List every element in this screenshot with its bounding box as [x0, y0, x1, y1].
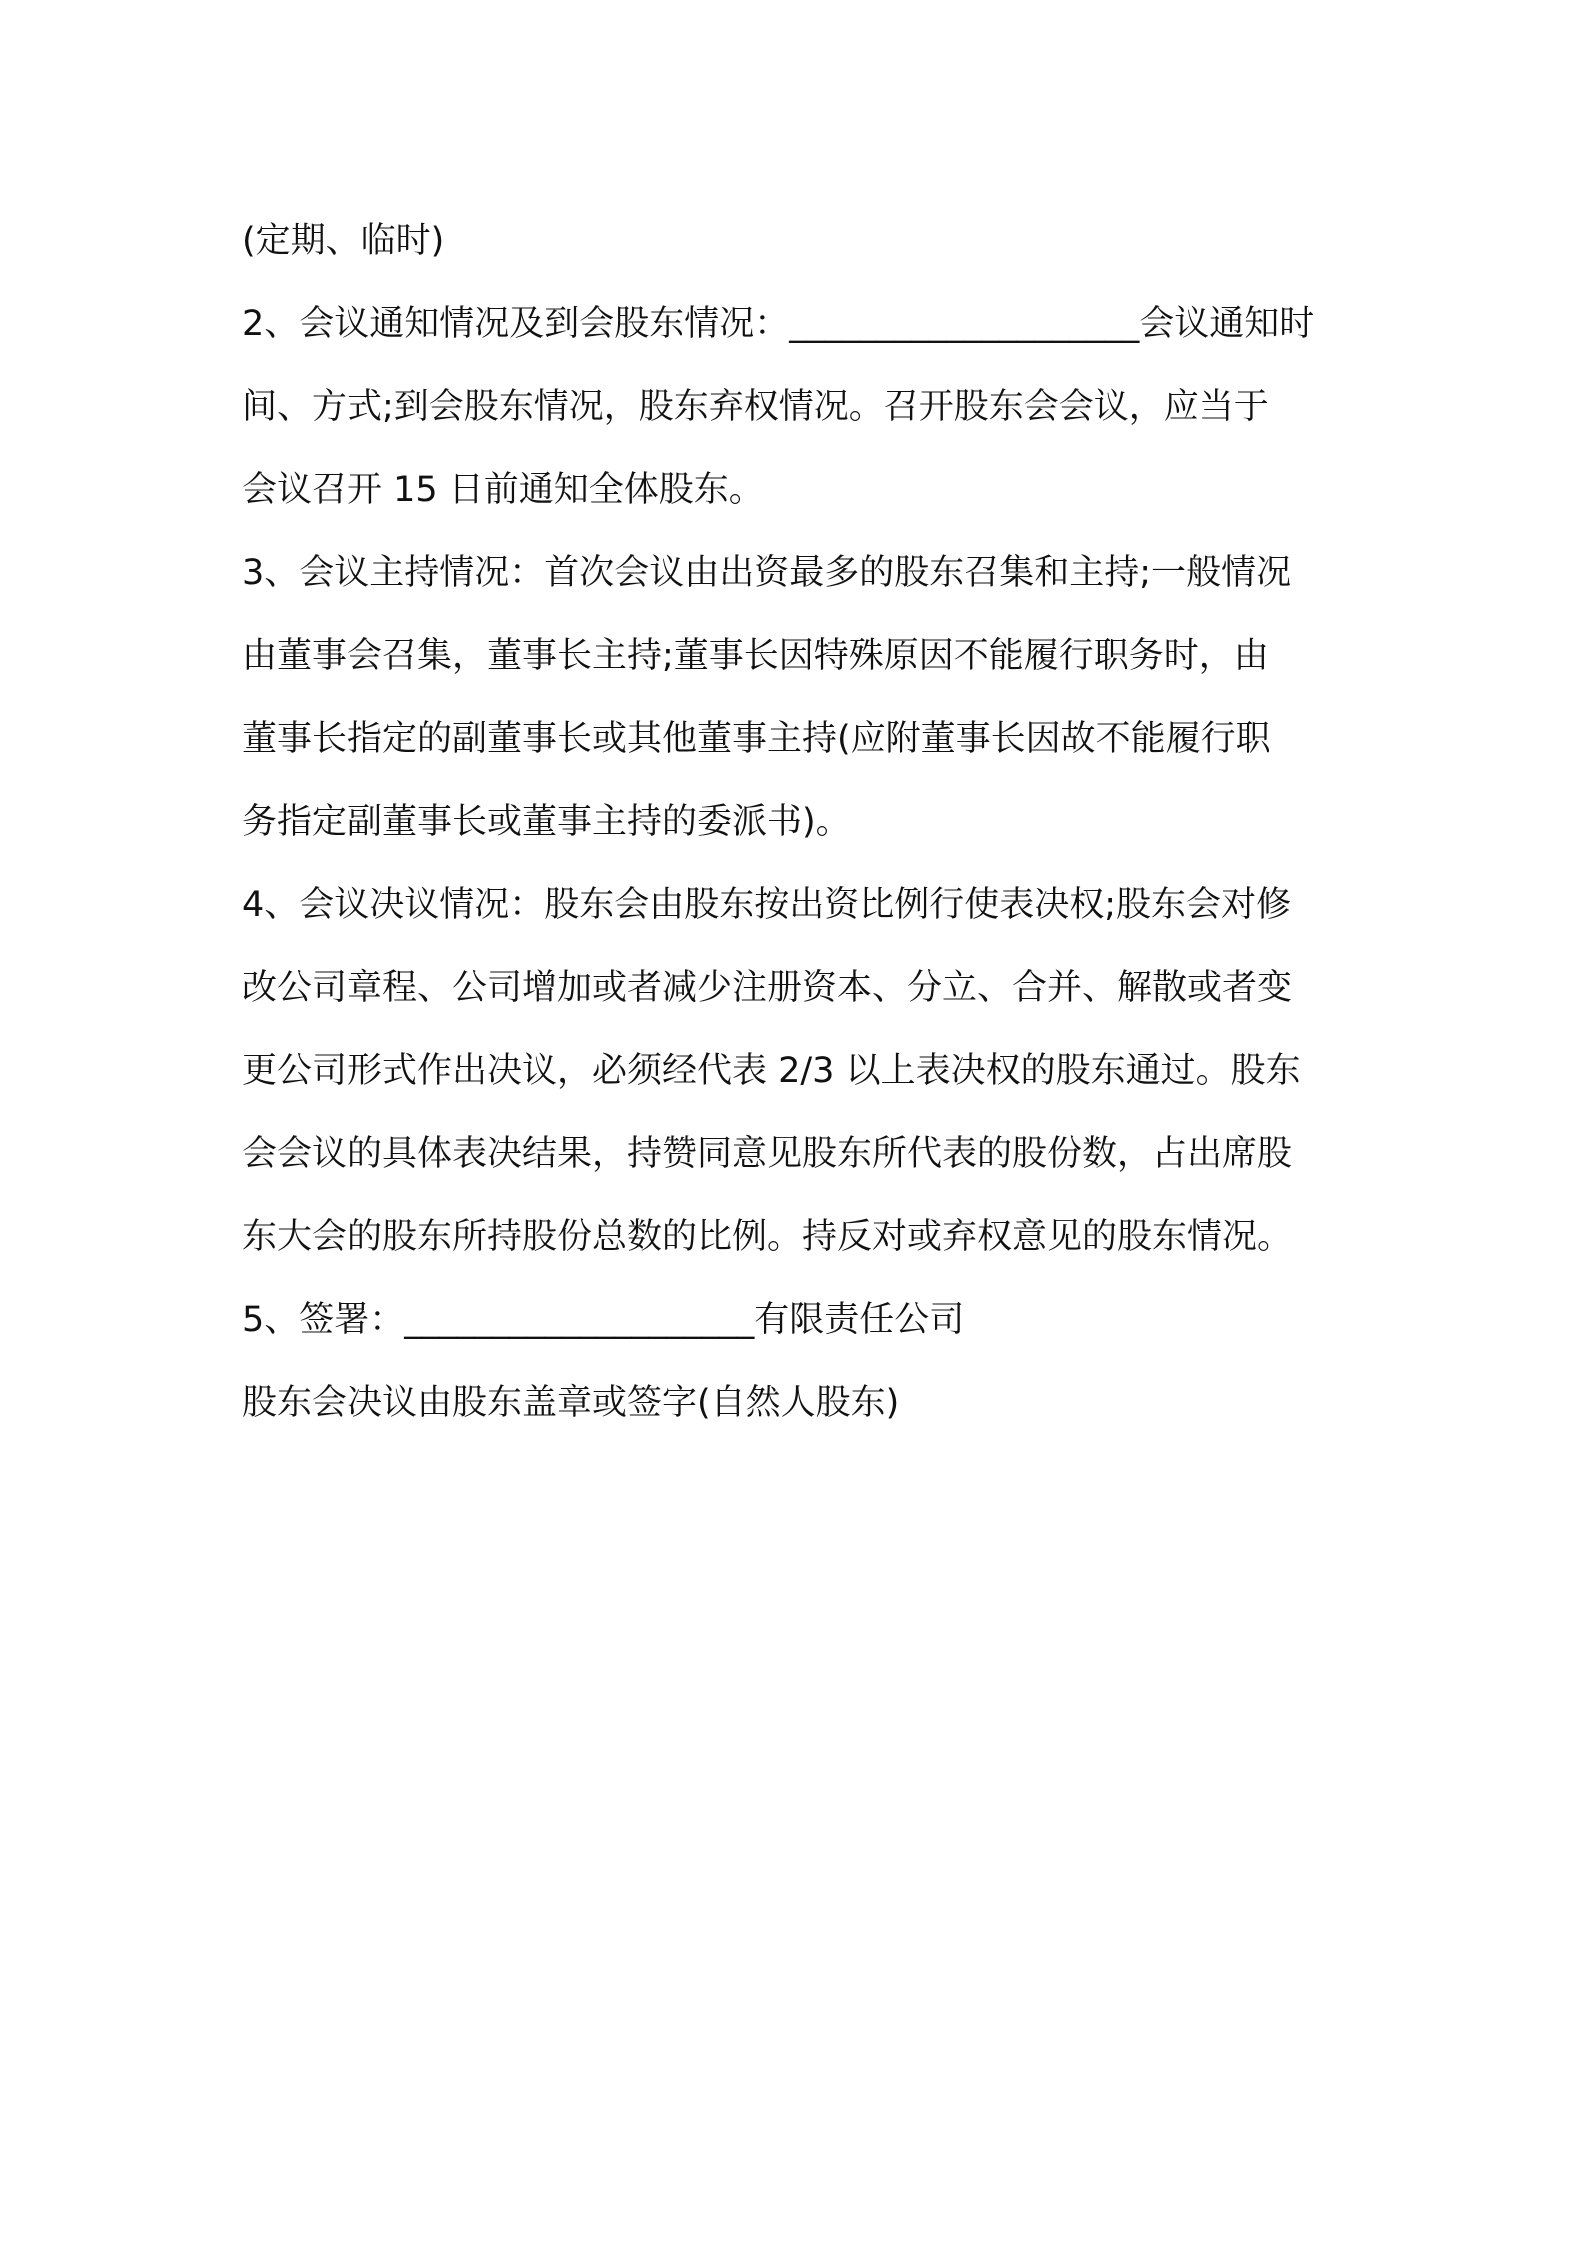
text-line: 会议召开 15 日前通知全体股东。 — [242, 470, 764, 510]
text-line: 股东会决议由股东盖章或签字(自然人股东) — [242, 1383, 900, 1423]
text-line: (定期、临时) — [242, 221, 445, 261]
text-line: 4、会议决议情况：股东会由股东按出资比例行使表决权;股东会对修 — [242, 885, 1292, 925]
text-line: 会会议的具体表决结果，持赞同意见股东所代表的股份数，占出席股 — [242, 1134, 1293, 1174]
text-line: 3、会议主持情况：首次会议由出资最多的股东召集和主持;一般情况 — [242, 553, 1292, 593]
text-line: 东大会的股东所持股份总数的比例。持反对或弃权意见的股东情况。 — [242, 1217, 1293, 1257]
text-line: 间、方式;到会股东情况，股东弃权情况。召开股东会会议，应当于 — [242, 387, 1269, 427]
text-line: 董事长指定的副董事长或其他董事主持(应附董事长因故不能履行职 — [242, 719, 1271, 759]
text-line: 2、会议通知情况及到会股东情况：____________________会议通知时 — [242, 304, 1315, 344]
text-line: 改公司章程、公司增加或者减少注册资本、分立、合并、解散或者变 — [242, 968, 1293, 1008]
text-line: 由董事会召集，董事长主持;董事长因特殊原因不能履行职务时，由 — [242, 636, 1269, 676]
text-line: 务指定副董事长或董事主持的委派书)。 — [242, 802, 851, 842]
text-line: 5、签署：____________________有限责任公司 — [242, 1300, 965, 1340]
document-body — [242, 200, 1362, 1445]
text-line: 更公司形式作出决议，必须经代表 2/3 以上表决权的股东通过。股东 — [242, 1051, 1301, 1091]
